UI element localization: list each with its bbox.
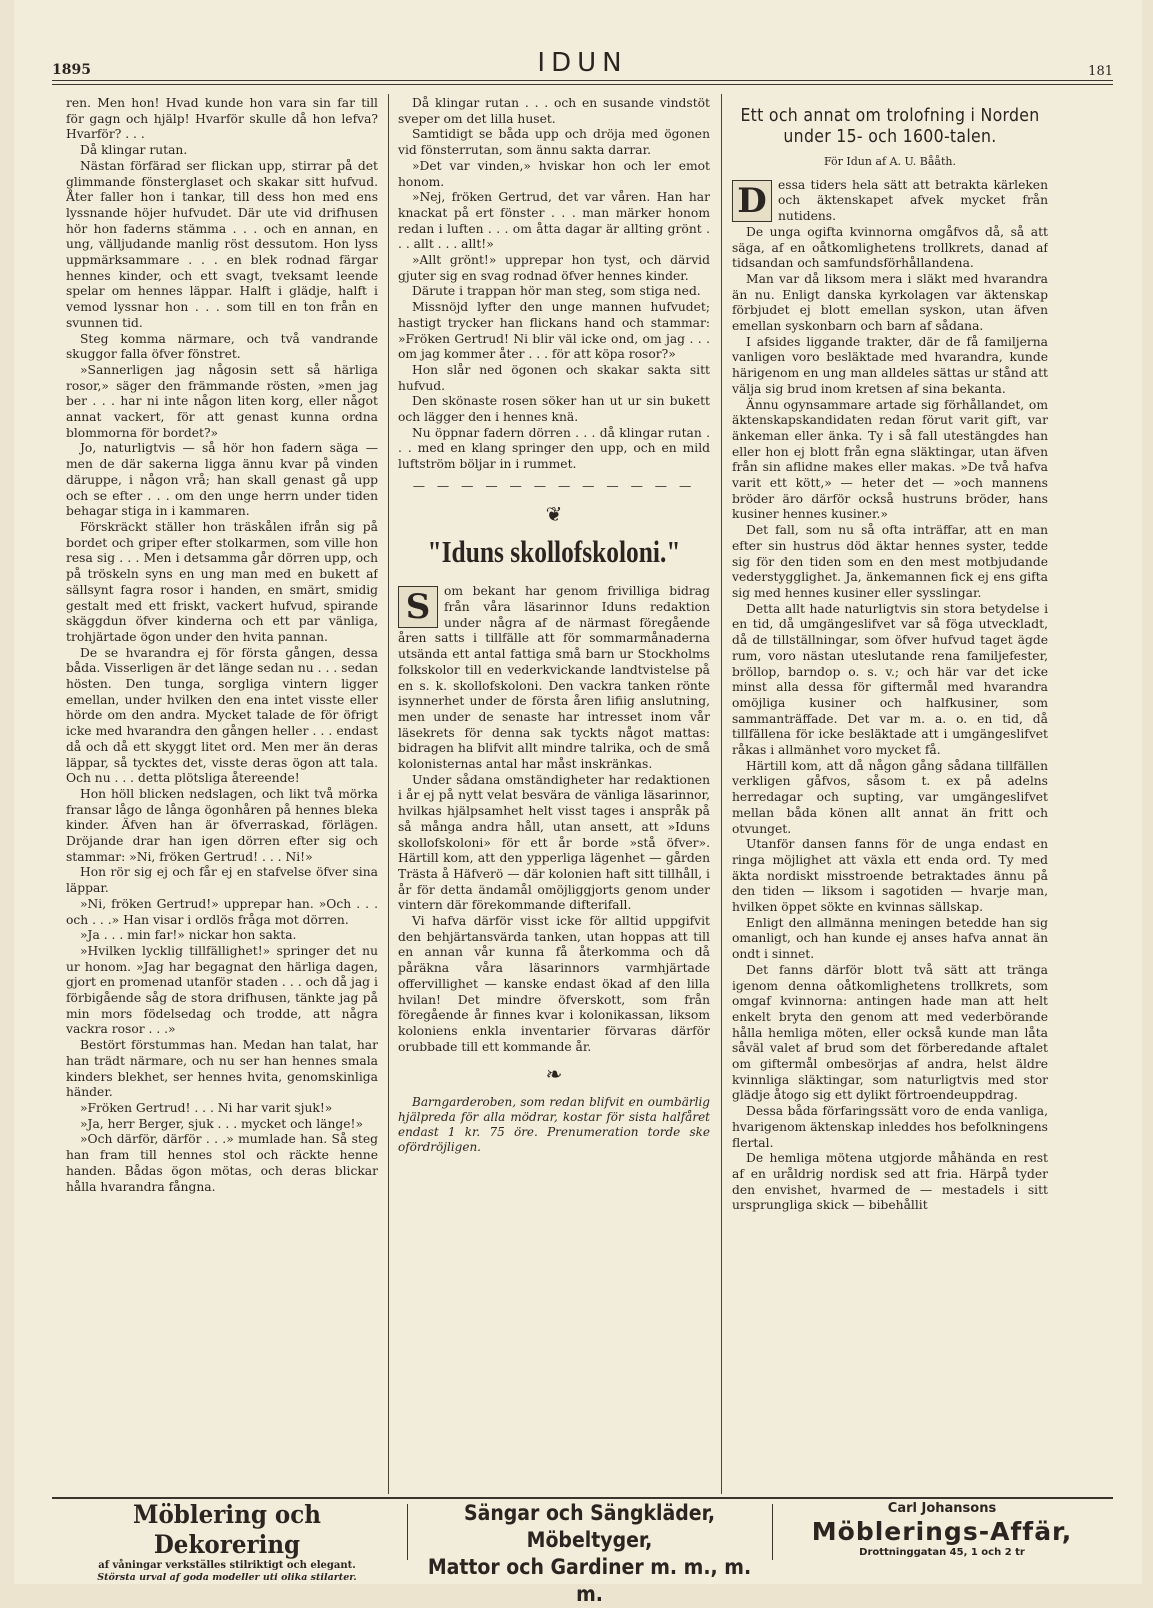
ornament-icon: ❦	[545, 501, 563, 526]
drop-cap: D	[732, 180, 772, 222]
paragraph: ren. Men hon! Hvad kunde hon vara sin far till för gagn och hjälp! Hvarför skulle då hon lefva? Hvarför? . . .	[66, 96, 378, 142]
paragraph: Hon slår ned ögonen och skakar sakta sitt hufvud.	[398, 362, 710, 393]
paragraph: »Ja . . . min far!» nickar hon sakta.	[80, 928, 297, 943]
paragraph: Steg komma närmare, och två vandrande skuggor falla öfver fönstret.	[66, 331, 378, 362]
ad-line: Sängar och Sängkläder, Möbeltyger,	[463, 1501, 716, 1552]
paragraph: Härtill kom, att då någon gång sådana tillfällen verkligen gåfvos, såsom t. ex på adelns herredagar och supting, var umgängeslifvet mellan båda könen allt annat än fritt och otvunget.	[732, 758, 1048, 836]
paragraph: Nu öppnar fadern dörren . . . då klingar rutan . . . med en klang springer den upp, och en mild luftström böljar in i rummet.	[398, 425, 710, 472]
paragraph: Samtidigt se båda upp och dröja med ögonen vid fönsterrutan, som ännu sakta darrar.	[398, 127, 710, 158]
article-title-skollofskoloni: "Iduns skollofskoloni."	[427, 534, 681, 570]
advertisement-strip	[52, 1500, 1113, 1606]
column-2	[398, 96, 710, 1494]
ad-divider	[772, 1504, 773, 1560]
barngarderoben-notice: Barngarderoben, som redan blifvit en oumbärlig hjälpreda för alla mödrar, kostar för sista halfåret endast 1 kr. 75 öre. Prenumeration torde ske ofördröjligen.	[398, 1095, 710, 1155]
column-1	[66, 96, 378, 1494]
paragraph: Enligt den allmänna meningen betedde han sig omanligt, och han kunde ej anses hafva annat än ondt i sinnet.	[732, 915, 1048, 962]
column-3	[732, 96, 1048, 1494]
paragraph: »Det var vinden,» hviskar hon och ler emot honom.	[398, 158, 710, 189]
paragraph: Nästan förfärad ser flickan upp, stirrar på det glimmande fönsterglaset och skakar sitt hufvud. Åter faller hon i tankar, till dess hon med ens lyssnande höjer hufvudet. Där ute vid drifhusen hör hon faderns stämma . . . och en annan, en ung, välljudande manlig röst dessutom. Hon lyss uppmärksammare . . . en blek rodnad färgar hennes kinder, och ett svagt, tveksamt leende spelar om hennes läppar. Halft i glädje, halft i vemod lyssnar hon . . . som till en ton från en svunnen tid.	[66, 158, 378, 330]
paragraph: Hon höll blicken nedslagen, och likt två mörka fransar lågo de långa ögonhåren på hennes bleka kinder. Äfven han är öfverraskad, förlägen. Dröjande drar han igen dörren efter sig och stammar: »Ni, fröken Gertrud! . . . Ni!»	[66, 786, 378, 864]
header-rule-2	[52, 84, 1113, 85]
page-number: 181	[1088, 64, 1113, 79]
footer-rule	[52, 1497, 1113, 1499]
ad-title: Möblerings-Affär,	[811, 1517, 1073, 1546]
ad-title: Möblering och Dekorering	[133, 1500, 321, 1559]
paragraph: »Nej, fröken Gertrud, det var våren. Han har knackat på ert fönster . . . man märker honom redan i luften . . . om åtta dagar är allting grönt . . . allt . . . allt!»	[398, 190, 710, 252]
section-dashes: — — — — — — — — — — — —	[412, 478, 696, 493]
paragraph: Jo, naturligtvis — så hör hon fadern säga — men de där sakerna ligga ännu kvar på vinden däruppe, i någon vrå; han skall genast gå upp och se efter . . . om den unge herrn under tiden behagar stiga in i kammaren.	[66, 441, 378, 519]
article-title-trolofning: Ett och annat om trolofning i Norden under 15- och 1600-talen.	[740, 106, 1040, 147]
paragraph: Hon rör sig ej och får ej en stafvelse öfver sina läppar.	[66, 865, 378, 896]
ad-line: Största urval af goda modeller uti olika stilarter.	[97, 1572, 357, 1583]
header-year: 1895	[52, 62, 91, 78]
paragraph: Man var då liksom mera i släkt med hvarandra än nu. Enligt danska kyrkolagen var äktenskap förbjudet ej blott emellan syskon, utan äfven emellan syskonbarn och barn af sådana.	[732, 271, 1048, 334]
paragraph: De unga ogifta kvinnorna omgåfvos då, så att säga, af en oåtkomlighetens trollkrets, danad af tidsandan och samfundsförhållandena.	[732, 224, 1048, 271]
paragraph: »Allt grönt!» upprepar hon tyst, och därvid gjuter sig en svag rodnad öfver hennes kinder.	[398, 253, 710, 283]
page-header	[52, 48, 1113, 80]
paragraph: »Ni, fröken Gertrud!» upprepar han. »Och . . . och . . .» Han visar i ordlös fråga mot dörren.	[66, 896, 378, 927]
paragraph: Därute i trappan hör man steg, som stiga ned.	[412, 284, 701, 299]
ad-line: Mattor och Gardiner m. m., m. m.	[427, 1555, 752, 1606]
paragraph: Ännu ogynsammare artade sig förhållandet, om äktenskapskandidaten redan förut varit gift, var änkeman eller änka. Ty i så fall utestängdes han eller hon ej blott från egna släktingar, utan äfven från sin aflidne makes eller makas. »De två hafva varit ett kött,» — heter det — »och mannens bröder äro därför också hustruns bröder, hans kusiner hennes kusiner.»	[732, 397, 1048, 522]
article-byline: För Idun af A. U. Bååth.	[824, 155, 956, 168]
paragraph: Den skönaste rosen söker han ut ur sin bukett och lägger den i hennes knä.	[398, 394, 710, 425]
paragraph: Då klingar rutan.	[80, 143, 188, 158]
paragraph: »Fröken Gertrud! . . . Ni har varit sjuk!»	[80, 1101, 333, 1115]
paragraph: essa tiders hela sätt att betrakta kärleken och äktenskapet afvek mycket från nutidens.	[778, 177, 1048, 224]
flourish-icon: ❧	[545, 1062, 563, 1087]
paragraph: Under sådana omständigheter har redaktionen i år ej på nytt velat besvära de vänliga läsarinnor, hvilkas hjälpsamhet helt visst tages i anspråk på så många andra håll, utan ansett, att »Iduns skollofskoloni» för ett år borde »stå öfver». Härtill kom, att den ypperliga lägenhet — gården Trästa å Häfverö — där kolonien haft sitt tillhåll, i år för detta ändamål omöjliggjorts genom under vintern där förekommande difterifall.	[398, 772, 710, 913]
ad-sangar-mattor	[412, 1500, 767, 1606]
paragraph: De hemliga mötena utgjorde måhända en rest af en uråldrig nordisk sed att fria. Härpå tyder den envishet, hvarmed de — mestadels i sitt ursprungliga skick — bibehållit	[732, 1151, 1048, 1213]
paragraph: Detta allt hade naturligtvis sin stora betydelse i en tid, då umgängeslifvet var så föga utveckladt, då de tillställningar, som öfver hufvud taget ägde rum, voro nästan uteslutande rena familjefester, bröllop, barndop o. s. v.; och här var det icke minst alla dessa för giftermål med hvarandra omöjliga kusiner och halfkusiner, som sammanträffade. Det var m. a. o. en tid, då tillfällena för icke besläktade att i umgängeslifvet råkas i allmänhet voro mycket få.	[732, 601, 1048, 758]
paragraph: Bestört förstummas han. Medan han talat, har han trädt närmare, och nu ser han hennes smala kinders blekhet, ser hennes hvita, genomskinliga händer.	[66, 1038, 378, 1100]
paragraph: »Hvilken lycklig tillfällighet!» springer det nu ur honom. »Jag har begagnat den härliga dagen, gjort en promenad utanför staden . . . och då jag i förbigående såg de stora drifhusen, tänkte jag på min mors födelsedag och trodde, att några vackra rosor . . .»	[66, 943, 378, 1037]
paragraph: Vi hafva därför visst icke för alltid uppgifvit den behjärtansvärda tanken, utan hoppas att till en annan vår kunna få återkomma och då påräkna våra läsarinnors varmhjärtade offervillighet — kanske endast ökad af den lilla hvilan! Det mindre öfverskott, som från föregående år finnes kvar i kolonikassan, liksom koloniens enkla inventarier förvaras därför orubbade till ett kommande år.	[398, 914, 710, 1054]
ad-mobilering-dekorering	[52, 1500, 402, 1583]
ad-address: Drottninggatan 45, 1 och 2 tr	[859, 1547, 1025, 1558]
column-divider-2	[721, 94, 722, 1494]
masthead-title: IDUN	[537, 48, 628, 78]
paragraph: Det fall, som nu så ofta inträffar, att en man efter sin hustrus död äktar hennes syster, tedde sig för den tiden som en den mest motbjudande vederstygglighet. Ja, änkemannen fick ej ens gifta sig med hennes kusiner eller sysslingar.	[732, 523, 1048, 600]
paragraph: om bekant har genom frivilliga bidrag från våra läsarinnor Iduns redaktion under några af de närmast föregående åren satts i tillfälle att för sommarmånaderna utsända ett antal fattiga små barn ur Stockholms folkskolor till en vederkvickande landtvistelse på en s. k. skollofskoloni. Den vackra tanken rönte isynnerhet under de första åren lifiig anslutning, men under de senaste har intresset inom vår läsekrets för denna sak tyckts något mattas: bidragen ha blifvit allt mindre talrika, och de små kolonisternas antal har måst inskränkas.	[398, 584, 710, 772]
paragraph: »Ja, herr Berger, sjuk . . . mycket och länge!»	[80, 1116, 363, 1131]
paragraph: I afsides liggande trakter, där de få familjerna vanligen voro besläktade med hvarandra, kunde härigenom en ung man alldeles sättas ur stånd att välja sig brud inom kretsen af sina bekanta.	[732, 334, 1048, 396]
ad-line: Carl Johansons	[887, 1501, 997, 1516]
paragraph: Då klingar rutan . . . och en susande vindstöt sveper om det lilla huset.	[398, 96, 710, 126]
header-rule	[52, 80, 1113, 81]
column-divider-1	[388, 94, 389, 1494]
paragraph: »Sannerligen jag någosin sett så härliga rosor,» säger den främmande rösten, »men jag ber . . . har ni inte någon liten korg, eller något annat vackert, för att genast kunna ordna blommorna för bordet?»	[66, 362, 378, 440]
ad-divider	[407, 1504, 408, 1560]
paragraph: Utanför dansen fanns för de unga endast en ringa möjlighet att växla ett enda ord. Ty med äkta nordiskt misstroende betraktades ännu på den tiden — liksom i sagotiden — hvarje man, hvilken öppet sökte en kvinnas sällskap.	[732, 837, 1048, 915]
ad-carl-johansons	[777, 1500, 1107, 1564]
paragraph: De se hvarandra ej för första gången, dessa båda. Visserligen är det länge sedan nu . . . sedan hösten. Den tunga, sorgliga vintern ligger emellan, under hvilken den ena intet visste eller hörde om den andra. Mycket talade de för öfrigt icke med hvarandra den gången heller . . . endast då och då ett skyggt litet ord. Men mer än deras läppar, så tycktes det, visste deras ögon att tala. Och nu . . . detta plötsliga återeende!	[66, 645, 378, 786]
drop-cap: S	[398, 586, 438, 628]
paragraph: Dessa båda förfaringssätt voro de enda vanliga, hvarigenom äktenskap inleddes hos befolkningens flertal.	[732, 1104, 1048, 1150]
paragraph: Missnöjd lyfter den unge mannen hufvudet; hastigt trycker han flickans hand och stammar: »Fröken Gertrud! Ni blir väl icke ond, om jag . . . om jag kommer åter . . . för att köpa rosor?»	[398, 300, 710, 362]
paragraph: »Och därför, därför . . .» mumlade han. Så steg han fram till hennes stol och räckte henne handen. Bådas ögon mötas, och deras blickar hålla hvarandra fångna.	[66, 1132, 378, 1194]
paragraph: Det fanns därför blott två sätt att tränga igenom denna oåtkomlighetens trollkrets, som omgaf kvinnorna: antingen hade man att helt enkelt bryta den genom att med vederbörande hålla hemliga möten, eller också kunde man låta såväl valet af brud som det förberedande aftalet om giftermål ombesörjas af andra, helst äldre kvinnliga släktingar, som naturligtvis med stor glädje åtogo sig ett dylikt förtroendeuppdrag.	[732, 962, 1048, 1103]
ad-line: af våningar verkställes stilriktigt och elegant.	[98, 1560, 356, 1571]
paragraph: Förskräckt ställer hon träskålen ifrån sig på bordet och griper efter stolkarmen, som ville hon resa sig . . . Men i detsamma går dörren upp, och på tröskeln syns en ung man med en bukett af sällsynt fagra rosor i handen, en smärt, smidig gestalt med ett friskt, vackert hufvud, spirande skäggdun öfver kinderna och ett par vänliga, trohjärtade ögon under den hvita pannan.	[66, 519, 378, 644]
